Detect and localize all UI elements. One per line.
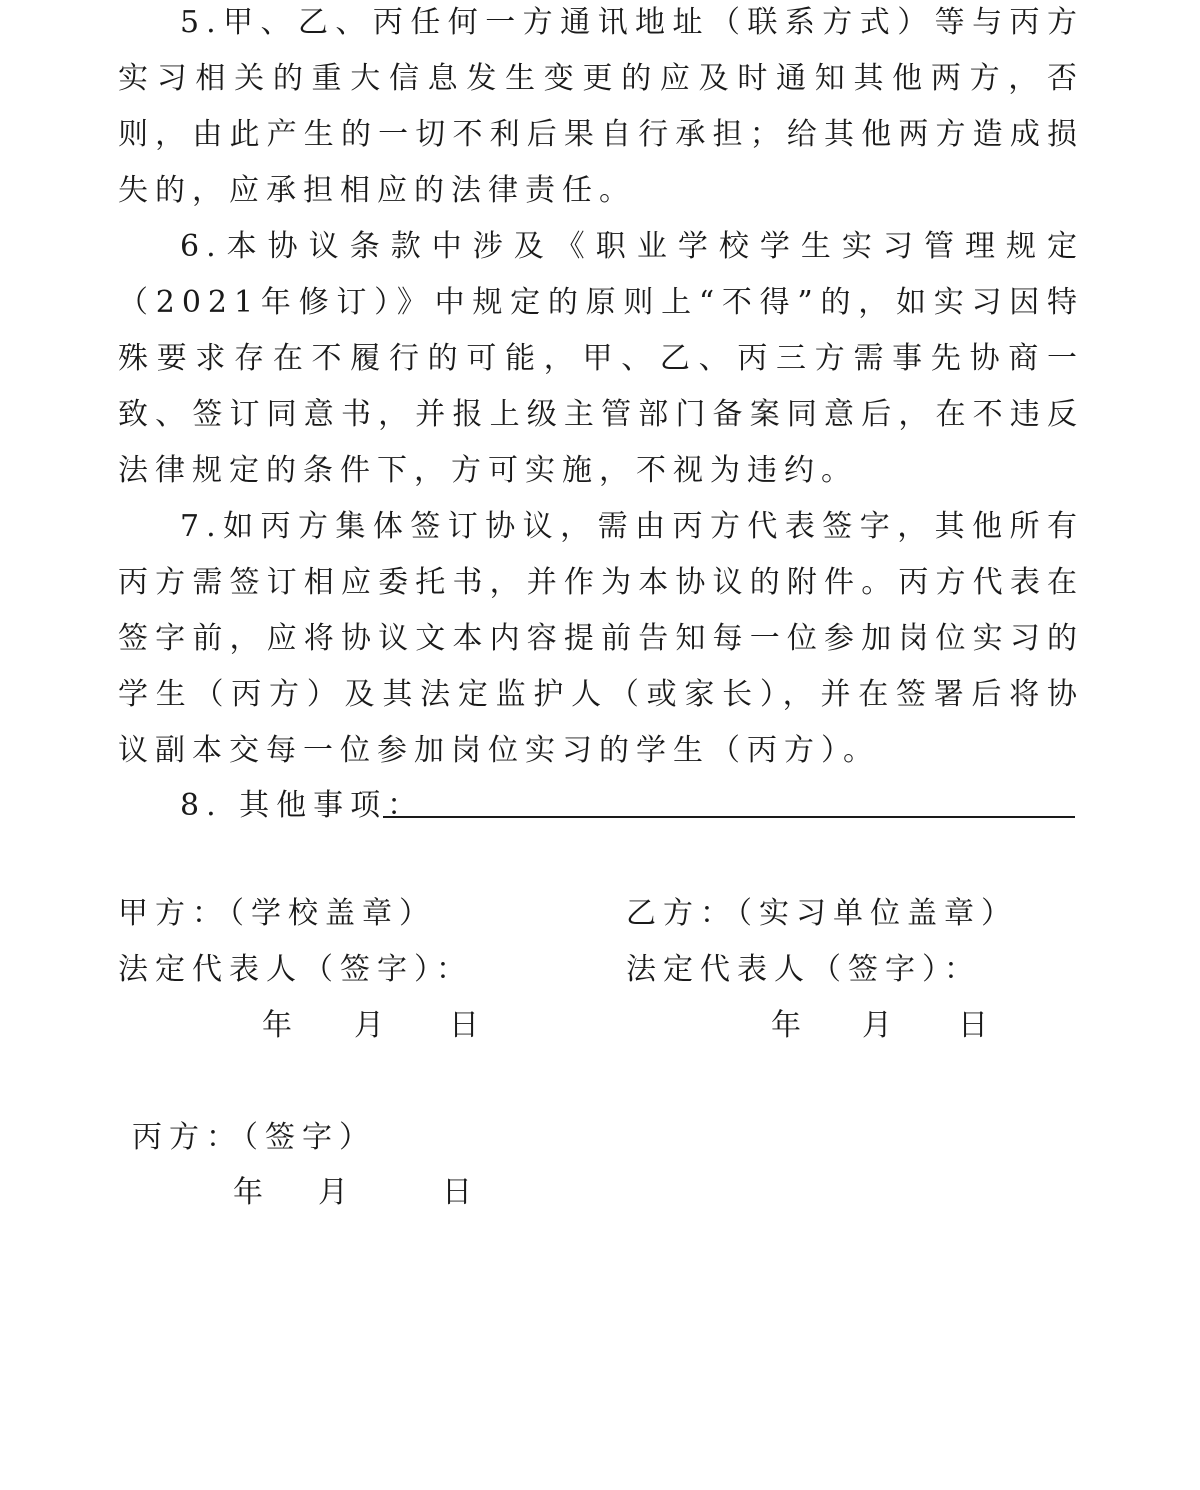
clause-list (118, 0, 1084, 779)
other-matters-blank-line (383, 816, 1075, 818)
party-a-day: 日 (449, 1008, 479, 1043)
other-matters-label: 8. 其他事项： (180, 788, 425, 823)
other-matters-row (180, 778, 1080, 834)
party-c-month: 月 (318, 1175, 348, 1210)
party-b-year: 年 (771, 1008, 801, 1043)
party-b-rep-label: 法定代表人（签字）： (626, 952, 981, 987)
party-a-year: 年 (262, 1008, 292, 1043)
party-c-label: 丙方：（签字） (132, 1120, 376, 1155)
party-a-label: 甲方：（学校盖章） (118, 896, 436, 931)
clause-5: 5.甲、乙、丙任何一方通讯地址（联系方式）等与丙方实习相关的重大信息发生变更的应及时通知其他两方，否则，由此产生的一切不利后果自行承担；给其他两方造成损失的，应承担相应的法律责任。 (118, 5, 1084, 208)
party-b-label: 乙方：（实习单位盖章） (626, 896, 1018, 931)
party-b-day: 日 (958, 1008, 988, 1043)
clause-7: 7.如丙方集体签订协议，需由丙方代表签字，其他所有丙方需签订相应委托书，并作为本协议的附件。丙方代表在签字前，应将协议文本内容提前告知每一位参加岗位实习的学生（丙方）及其法定监护人（或家长），并在签署后将协议副本交每一位参加岗位实习的学生（丙方）。 (118, 509, 1084, 768)
party-b-month: 月 (862, 1008, 892, 1043)
party-c-year: 年 (233, 1175, 263, 1210)
party-a-month: 月 (354, 1008, 384, 1043)
party-b-date (0, 998, 1200, 1054)
party-c-day: 日 (442, 1175, 472, 1210)
party-c-date (0, 1165, 600, 1221)
party-a-rep-label: 法定代表人（签字）： (118, 952, 473, 987)
clause-6: 6.本协议条款中涉及《职业学校学生实习管理规定（2021年修订）》中规定的原则上“不得”的，如实习因特殊要求存在不履行的可能，甲、乙、丙三方需事先协商一致、签订同意书，并报上级主管部门备案同意后，在不违反法律规定的条件下，方可实施，不视为违约。 (118, 229, 1084, 488)
